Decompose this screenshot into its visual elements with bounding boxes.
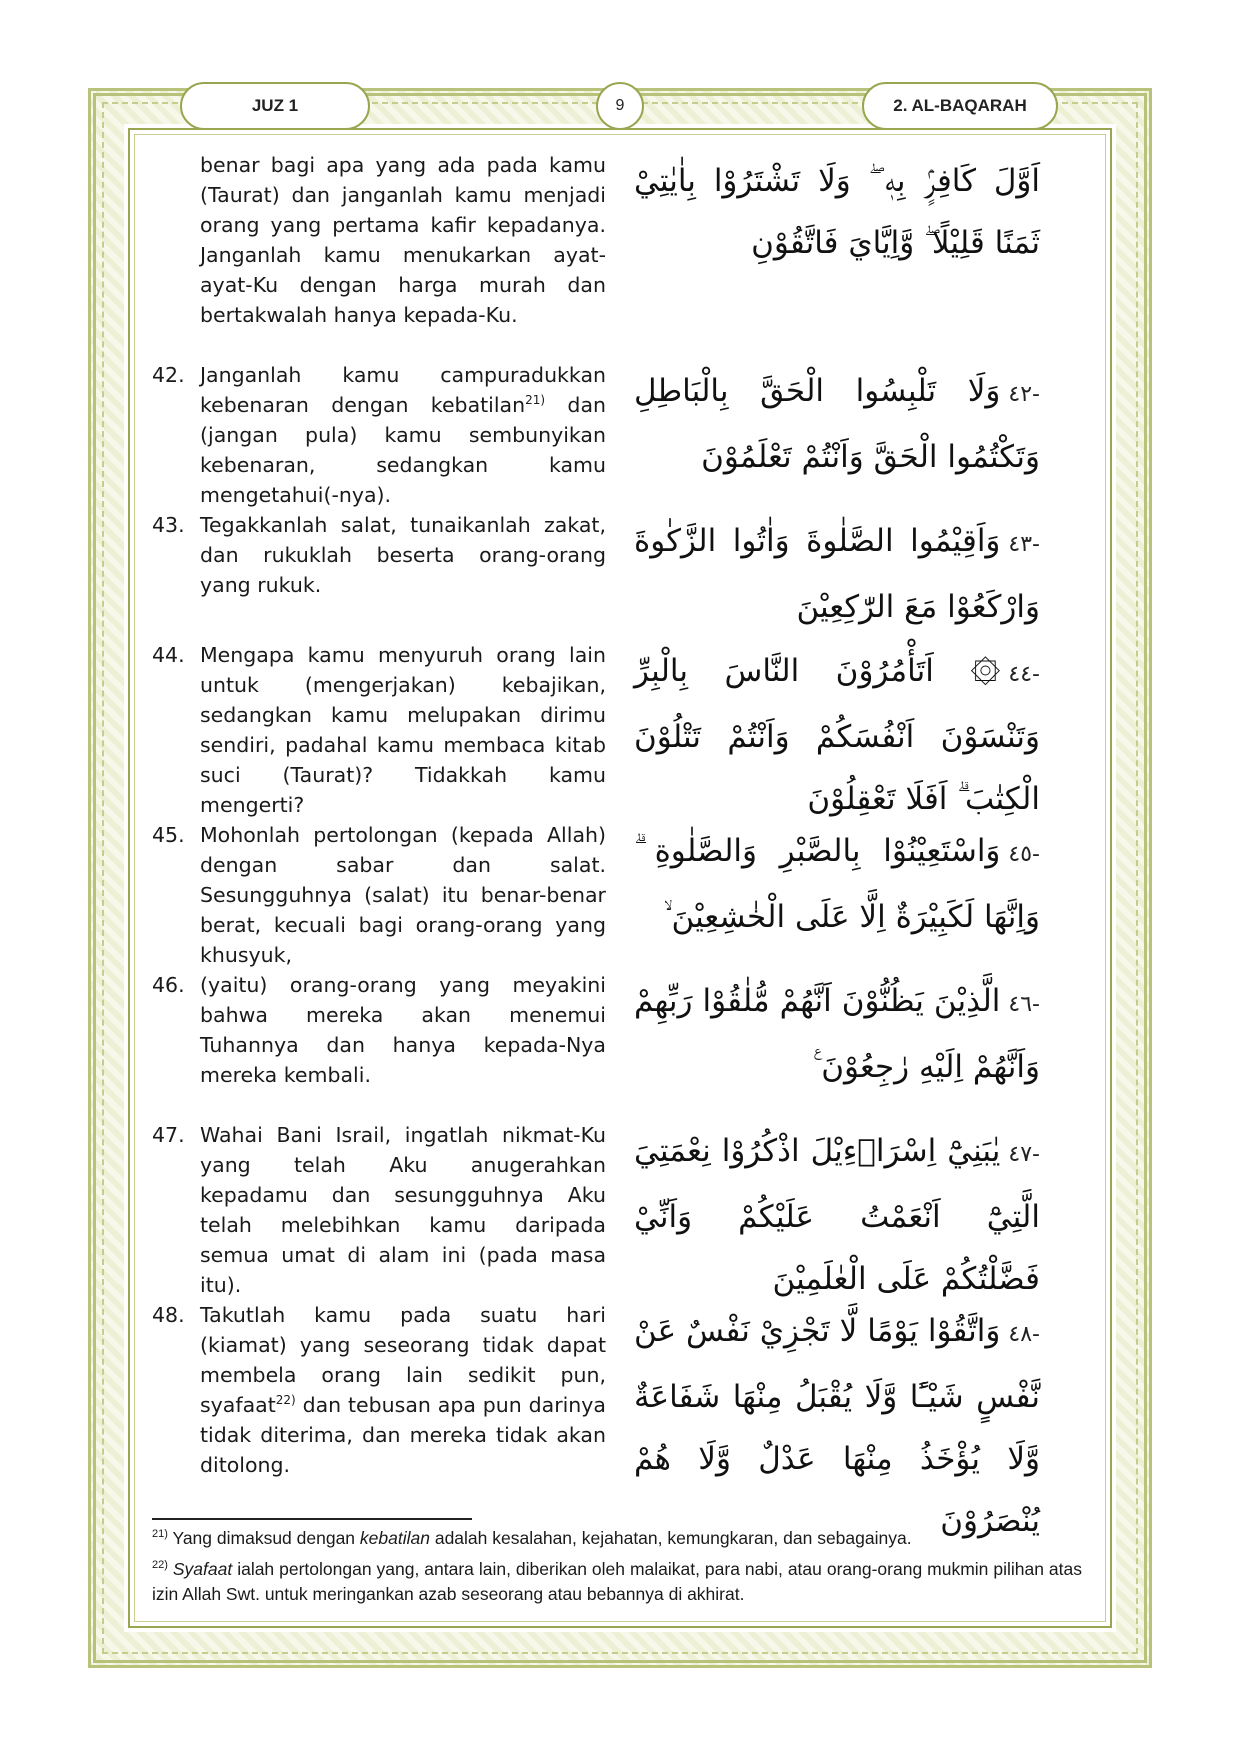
verse-translation: benar bagi apa yang ada pada kamu (Taurat) dan janganlah kamu menjadi orang yang pertama kafir kepadanya. Janganlah kamu menukarkan ayat-ayat-Ku dengan harga murah dan bertakwalah hanya kepada-Ku. bbox=[200, 153, 606, 327]
verse-arabic: -٤٧يٰبَنِيْٓ اِسْرَاۤءِيْلَ اذْكُرُوْا نِعْمَتِيَ الَّتِيْٓ اَنْعَمْتُ عَلَيْكُمْ وَاَنِّيْ فَضَّلْتُكُمْ عَلَى الْعٰلَمِيْنَ bbox=[634, 1133, 1040, 1297]
verse-arabic: -٤٨وَاتَّقُوْا يَوْمًا لَّا تَجْزِيْ نَفْسٌ عَنْ نَّفْسٍ شَيْـًٔا وَّلَا يُقْبَلُ مِنْهَا شَفَاعَةٌ وَّلَا يُؤْخَذُ مِنْهَا عَدْلٌ وَّلَا هُمْ يُنْصَرُوْنَ bbox=[634, 1313, 1040, 1539]
verse-translation: (yaitu) orang-orang yang meyakini bahwa mereka akan menemui Tuhannya dan hanya kepada-Nya mereka kembali. bbox=[200, 973, 606, 1087]
verse-number: 43. bbox=[152, 513, 185, 537]
footnote-divider bbox=[152, 1518, 472, 1520]
verse-translation: Tegakkanlah salat, tunaikanlah zakat, dan rukuklah beserta orang-orang yang rukuk. bbox=[200, 513, 606, 597]
juz-label: JUZ 1 bbox=[180, 82, 370, 130]
verse-number: 47. bbox=[152, 1123, 185, 1147]
verse-number: 46. bbox=[152, 973, 185, 997]
verse-arabic: -٤٢وَلَا تَلْبِسُوا الْحَقَّ بِالْبَاطِلِ وَتَكْتُمُوا الْحَقَّ وَاَنْتُمْ تَعْلَمُوْنَ bbox=[634, 373, 1040, 475]
footnote-ref: 22) bbox=[275, 1393, 296, 1408]
surah-title: 2. AL-BAQARAH bbox=[862, 82, 1058, 130]
verse-number: 48. bbox=[152, 1303, 185, 1327]
verse-arabic: اَوَّلَ كَافِرٍۢ بِهٖ ۖ وَلَا تَشْتَرُوْا بِاٰيٰتِيْ ثَمَنًا قَلِيْلًا ۖ وَّاِيَّايَ فَاتَّقُوْنِ bbox=[634, 163, 1040, 261]
arabic-verse-number: -٤٥ bbox=[1008, 842, 1040, 867]
verse-arabic: -٤٦الَّذِيْنَ يَظُنُّوْنَ اَنَّهُمْ مُّلٰقُوْا رَبِّهِمْ وَاَنَّهُمْ اِلَيْهِ رٰجِعُوْنَ ࣖ bbox=[634, 983, 1040, 1085]
verse-arabic: -٤٣وَاَقِيْمُوا الصَّلٰوةَ وَاٰتُوا الزَّكٰوةَ وَارْكَعُوْا مَعَ الرّٰكِعِيْنَ bbox=[634, 523, 1040, 625]
verse-number: 45. bbox=[152, 823, 185, 847]
page-number: 9 bbox=[596, 82, 644, 130]
arabic-verse-number: -٤٤ bbox=[1008, 662, 1040, 687]
verse-arabic: -٤٥وَاسْتَعِيْنُوْا بِالصَّبْرِ وَالصَّلٰوةِ ۗ وَاِنَّهَا لَكَبِيْرَةٌ اِلَّا عَلَى الْخٰشِعِيْنَ ۙ bbox=[634, 833, 1040, 935]
footnotes bbox=[152, 1526, 1082, 1613]
footnote-mark: 22) bbox=[152, 1559, 168, 1572]
footnote-mark: 21) bbox=[152, 1528, 168, 1541]
verse-number: 42. bbox=[152, 363, 185, 387]
verse-translation: Mohonlah pertolongan (kepada Allah) dengan sabar dan salat. Sesungguhnya (salat) itu benar-benar berat, kecuali bagi orang-orang yang khusyuk, bbox=[200, 823, 606, 967]
verse-arabic: -٤٤۞ اَتَأْمُرُوْنَ النَّاسَ بِالْبِرِّ وَتَنْسَوْنَ اَنْفُسَكُمْ وَاَنْتُمْ تَتْلُوْنَ الْكِتٰبَ ۗ اَفَلَا تَعْقِلُوْنَ bbox=[634, 653, 1040, 817]
verse-translation: Janganlah kamu campuradukkan kebenaran dengan kebatilan$^{21)}$ dan (jangan pula) kamu sembunyikan kebenaran, sedangkan kamu mengetahui(-nya). bbox=[200, 363, 606, 507]
verse-number: 44. bbox=[152, 643, 185, 667]
footnote-22: $^{22)}$ Syafaat ialah pertolongan yang, antara lain, diberikan oleh malaikat, para nabi, atau orang-orang mukmin pilihan atas izin Allah Swt. untuk meringankan azab seseorang atau bebannya di akhirat. bbox=[152, 1559, 1082, 1604]
arabic-verse-number: -٤٦ bbox=[1008, 992, 1040, 1017]
arabic-verse-number: -٤٣ bbox=[1008, 532, 1040, 557]
verse-translation: Takutlah kamu pada suatu hari (kiamat) yang seseorang tidak dapat membela orang lain sedikit pun, syafaat$^{22)}$ dan tebusan apa pun darinya tidak diterima, dan mereka tidak akan ditolong. bbox=[200, 1303, 606, 1477]
verse-translation: Mengapa kamu menyuruh orang lain untuk (mengerjakan) kebajikan, sedangkan kamu melupakan dirimu sendiri, padahal kamu membaca kitab suci (Taurat)? Tidakkah kamu mengerti? bbox=[200, 643, 606, 817]
arabic-verse-number: -٤٨ bbox=[1008, 1322, 1040, 1347]
verse-translation: Wahai Bani Israil, ingatlah nikmat-Ku yang telah Aku anugerahkan kepadamu dan sesungguhnya Aku telah melebihkan kamu daripada semua umat di alam ini (pada masa itu). bbox=[200, 1123, 606, 1297]
arabic-verse-number: -٤٢ bbox=[1008, 382, 1040, 407]
footnote-ref: 21) bbox=[525, 393, 546, 408]
footnote-21: $^{21)}$ Yang dimaksud dengan kebatilan adalah kesalahan, kejahatan, kemungkaran, dan sebagainya. bbox=[152, 1528, 912, 1548]
arabic-verse-number: -٤٧ bbox=[1008, 1142, 1040, 1167]
